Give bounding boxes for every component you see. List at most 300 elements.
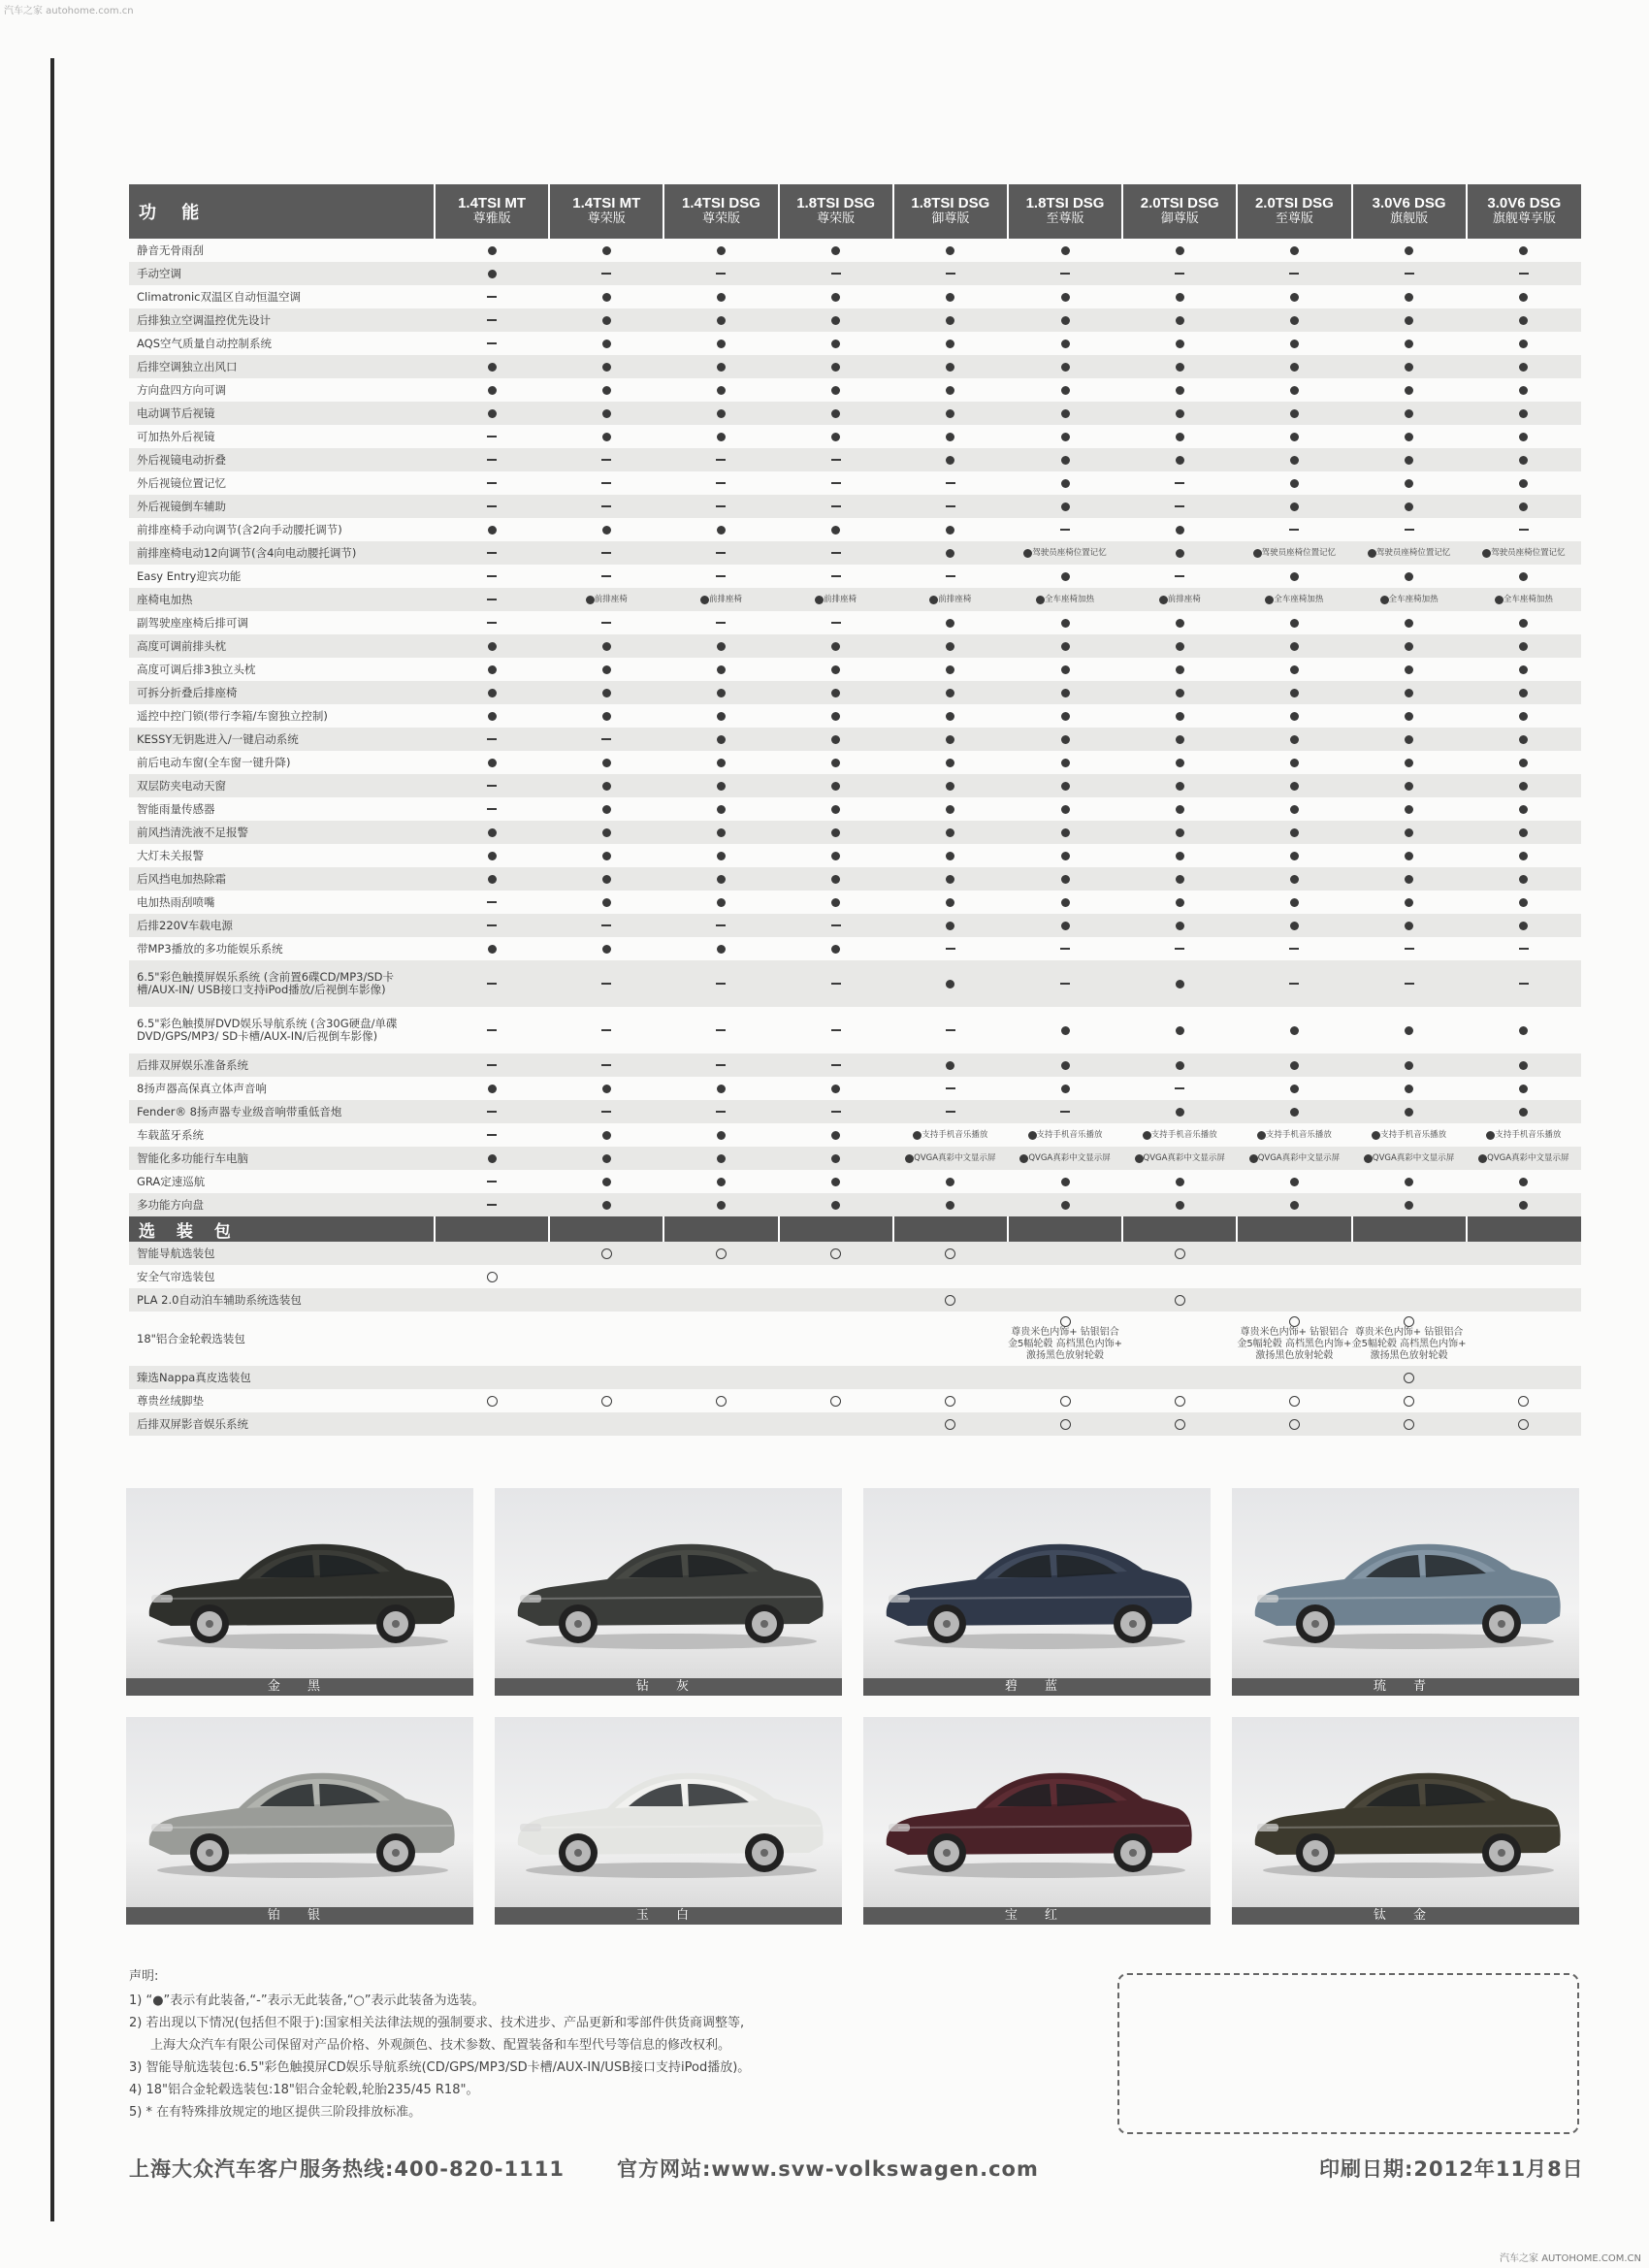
feature-cell [1467,1077,1581,1100]
not-available-dash-icon [831,552,841,554]
feature-cell [1467,495,1581,518]
feature-cell [1008,588,1122,611]
standard-dot-icon [946,665,954,674]
standard-dot-icon [1061,572,1070,581]
standard-dot-icon [946,735,954,744]
car-photo [1232,1488,1579,1678]
standard-dot-icon [1061,805,1070,814]
feature-name: 手动空调 [129,262,435,285]
standard-dot-icon [717,828,726,837]
standard-dot-icon [1364,1154,1373,1163]
feature-note: QVGA真彩中文显示屏 [1257,1153,1341,1163]
standard-dot-icon [831,898,840,907]
feature-name: GRA定速巡航 [129,1170,435,1193]
standard-dot-icon [602,386,611,395]
feature-cell [893,1312,1008,1366]
feature-cell [1122,891,1237,914]
feature-cell [779,378,893,402]
standard-dot-icon [1519,363,1528,372]
feature-cell [663,495,778,518]
feature-cell [893,308,1008,332]
standard-dot-icon [602,316,611,325]
not-available-dash-icon [1519,948,1529,950]
standard-dot-icon [946,549,954,558]
feature-cell [893,658,1008,681]
feature-cell [1237,844,1351,867]
feature-name: 双层防夹电动天窗 [129,774,435,797]
standard-dot-icon [1176,549,1184,558]
feature-cell [893,588,1008,611]
optional-circle-icon [945,1396,955,1407]
not-available-dash-icon [487,436,497,437]
feature-cell [549,1412,663,1436]
feature-cell [435,681,549,704]
feature-cell [663,402,778,425]
feature-cell [663,681,778,704]
feature-cell [893,448,1008,471]
table-row [129,611,1581,634]
feature-cell [893,1170,1008,1193]
feature-cell [1122,588,1237,611]
feature-cell [779,751,893,774]
feature-cell [663,448,778,471]
feature-cell [1122,1312,1237,1366]
feature-cell [1122,285,1237,308]
feature-cell [663,355,778,378]
feature-cell [549,1366,663,1389]
feature-cell [1467,821,1581,844]
feature-cell [1008,1412,1122,1436]
feature-cell [549,891,663,914]
feature-cell [1122,681,1237,704]
feature-cell [1467,1312,1581,1366]
standard-dot-icon [1176,1026,1184,1035]
standard-dot-icon [1290,805,1299,814]
standard-dot-icon [1519,665,1528,674]
feature-cell [779,797,893,821]
feature-cell [435,1193,549,1216]
feature-cell [1467,891,1581,914]
feature-cell [1237,1147,1351,1170]
standard-dot-icon [1405,293,1413,302]
standard-dot-icon [1405,246,1413,255]
standard-dot-icon [1176,782,1184,791]
feature-name: 前风挡清洗液不足报警 [129,821,435,844]
feature-cell [1467,425,1581,448]
feature-name: 外后视镜电动折叠 [129,448,435,471]
standard-dot-icon [717,340,726,348]
standard-dot-icon [1519,1061,1528,1070]
standard-dot-icon [700,596,709,604]
standard-dot-icon [488,1085,497,1093]
feature-cell [1008,308,1122,332]
feature-cell [893,1147,1008,1170]
not-available-dash-icon [716,622,726,624]
standard-dot-icon [831,782,840,791]
standard-dot-icon [1176,805,1184,814]
not-available-dash-icon [831,1029,841,1031]
standard-dot-icon [1290,665,1299,674]
feature-cell [435,1389,549,1412]
standard-dot-icon [1405,456,1413,465]
feature-cell [1467,1265,1581,1288]
standard-dot-icon [1176,689,1184,697]
dealer-stamp-box [1117,1973,1579,2134]
feature-cell [435,285,549,308]
model-engine: 1.8TSI DSG [911,195,990,211]
feature-cell [549,1389,663,1412]
standard-dot-icon [717,1085,726,1093]
sedan-icon [132,1523,468,1659]
standard-dot-icon [1405,665,1413,674]
feature-cell [663,378,778,402]
not-available-dash-icon [1175,505,1184,507]
feature-cell [549,448,663,471]
feature-cell [779,774,893,797]
note-line-3: 3) 智能导航选装包:6.5"彩色触摸屏CD娱乐导航系统(CD/GPS/MP3/SD卡槽/AUX-IN/USB接口支持iPod播放)。 [129,2060,751,2075]
standard-dot-icon [488,945,497,954]
standard-dot-icon [717,945,726,954]
feature-cell [1122,1412,1237,1436]
feature-cell [1008,937,1122,960]
standard-dot-icon [602,293,611,302]
feature-cell [1008,332,1122,355]
model-trim: 御尊版 [1160,211,1199,226]
standard-dot-icon [717,386,726,395]
feature-name: 外后视镜位置记忆 [129,471,435,495]
standard-dot-icon [488,363,497,372]
standard-dot-icon [946,875,954,884]
standard-dot-icon [1290,642,1299,651]
standard-dot-icon [602,409,611,418]
feature-cell [1008,1193,1122,1216]
standard-dot-icon [815,596,824,604]
standard-dot-icon [946,246,954,255]
standard-dot-icon [717,759,726,767]
table-row [129,1123,1581,1147]
feature-name: 可拆分折叠后排座椅 [129,681,435,704]
feature-cell [779,285,893,308]
table-row [129,704,1581,728]
model-header-8 [1237,184,1351,239]
not-available-dash-icon [831,924,841,926]
not-available-dash-icon [487,808,497,810]
standard-dot-icon [1176,246,1184,255]
feature-name: 后排双屏影音娱乐系统 [129,1412,435,1436]
sedan-icon [869,1523,1205,1659]
standard-dot-icon [1253,549,1262,558]
package-header-cell [1122,1216,1237,1242]
standard-dot-icon [1405,922,1413,930]
feature-name: 后风挡电加热除霜 [129,867,435,891]
feature-cell [1237,774,1351,797]
standard-dot-icon [1405,1026,1413,1035]
table-row [129,308,1581,332]
feature-cell [1237,448,1351,471]
feature-cell [1122,914,1237,937]
note-line-2: 2) 若出现以下情况(包括但不限于):国家相关法律法规的强制要求、技术进步、产品更新和零部件供货商调整等, [129,2016,745,2030]
feature-name: 6.5"彩色触摸屏DVD娱乐导航系统 (含30G硬盘/单碟DVD/GPS/MP3/ SD卡槽/AUX-IN/后视倒车影像) [129,1007,435,1053]
feature-note: QVGA真彩中文显示屏 [1028,1153,1111,1163]
feature-cell [779,1366,893,1389]
feature-cell [1122,332,1237,355]
standard-dot-icon [1405,1108,1413,1117]
not-available-dash-icon [716,1111,726,1113]
not-available-dash-icon [601,552,611,554]
standard-dot-icon [717,642,726,651]
feature-note: 驾驶员座椅位置记忆 [1491,548,1566,558]
website-link[interactable]: 官方网站:www.svw-volkswagen.com [617,2157,1039,2181]
optional-circle-icon [1175,1419,1185,1430]
standard-dot-icon [1405,340,1413,348]
feature-cell [1467,658,1581,681]
feature-cell [549,797,663,821]
not-available-dash-icon [601,575,611,577]
standard-dot-icon [946,316,954,325]
feature-cell [435,378,549,402]
feature-name: 遥控中控门锁(带行李箱/车窗独立控制) [129,704,435,728]
standard-dot-icon [1019,1154,1028,1163]
standard-dot-icon [1405,689,1413,697]
feature-cell [1352,262,1467,285]
not-available-dash-icon [487,1181,497,1183]
feature-cell [1352,1412,1467,1436]
standard-dot-icon [946,386,954,395]
feature-cell [1008,1123,1122,1147]
optional-circle-icon [1289,1419,1300,1430]
feature-cell [435,891,549,914]
feature-cell [1467,1242,1581,1265]
feature-cell [1237,332,1351,355]
table-row [129,518,1581,541]
feature-cell [435,1100,549,1123]
standard-dot-icon [1290,479,1299,488]
feature-cell [779,1389,893,1412]
feature-cell [1352,681,1467,704]
sedan-icon [501,1523,836,1659]
feature-cell [1237,1265,1351,1288]
feature-cell [893,797,1008,821]
standard-dot-icon [831,386,840,395]
sedan-icon [501,1752,836,1888]
feature-cell [779,1007,893,1053]
standard-dot-icon [1176,735,1184,744]
feature-cell [549,262,663,285]
standard-dot-icon [602,363,611,372]
table-row [129,844,1581,867]
standard-dot-icon [946,409,954,418]
standard-dot-icon [717,363,726,372]
table-row [129,1077,1581,1100]
color-swatch [863,1717,1211,1930]
feature-cell [779,1077,893,1100]
feature-cell [435,867,549,891]
not-available-dash-icon [946,1087,955,1089]
standard-dot-icon [1519,1085,1528,1093]
feature-cell [1122,960,1237,1007]
standard-dot-icon [1290,1061,1299,1070]
feature-cell [1122,658,1237,681]
feature-cell [549,565,663,588]
feature-cell [1467,937,1581,960]
standard-dot-icon [602,246,611,255]
feature-cell [663,751,778,774]
feature-cell [893,239,1008,262]
standard-dot-icon [1405,712,1413,721]
not-available-dash-icon [601,1064,611,1066]
standard-dot-icon [717,1201,726,1210]
standard-dot-icon [1176,922,1184,930]
table-row [129,1007,1581,1053]
feature-cell [663,239,778,262]
not-available-dash-icon [1060,529,1070,531]
feature-cell [435,960,549,1007]
table-row [129,634,1581,658]
feature-cell [1237,1170,1351,1193]
standard-dot-icon [1061,875,1070,884]
standard-dot-icon [1061,246,1070,255]
feature-cell [1237,891,1351,914]
not-available-dash-icon [1060,1111,1070,1113]
feature-cell [1122,634,1237,658]
feature-cell [779,634,893,658]
feature-name: 高度可调后排3独立头枕 [129,658,435,681]
standard-dot-icon [1519,502,1528,511]
table-row [129,867,1581,891]
not-available-dash-icon [716,575,726,577]
feature-cell [1122,751,1237,774]
standard-dot-icon [1061,665,1070,674]
feature-cell [435,541,549,565]
not-available-dash-icon [487,296,497,298]
feature-cell [779,262,893,285]
feature-cell [549,378,663,402]
standard-dot-icon [602,875,611,884]
feature-cell [1352,751,1467,774]
feature-cell [1237,565,1351,588]
standard-dot-icon [1405,642,1413,651]
feature-cell [893,960,1008,1007]
feature-cell [549,704,663,728]
model-header-6 [1008,184,1122,239]
not-available-dash-icon [601,738,611,740]
feature-cell [779,565,893,588]
feature-note: 驾驶员座椅位置记忆 [1375,548,1451,558]
optional-circle-icon [1518,1419,1529,1430]
feature-cell [663,1170,778,1193]
standard-dot-icon [488,246,497,255]
table-row [129,1412,1581,1436]
feature-cell [1352,658,1467,681]
feature-cell [1122,867,1237,891]
feature-cell [1352,1170,1467,1193]
not-available-dash-icon [831,482,841,484]
standard-dot-icon [1176,1201,1184,1210]
optional-circle-icon [945,1295,955,1306]
standard-dot-icon [602,945,611,954]
feature-cell [1467,1366,1581,1389]
feature-cell [893,402,1008,425]
standard-dot-icon [1061,759,1070,767]
not-available-dash-icon [831,459,841,461]
standard-dot-icon [1061,479,1070,488]
feature-cell [435,1312,549,1366]
feature-name: 智能导航选装包 [129,1242,435,1265]
feature-cell [1467,1193,1581,1216]
standard-dot-icon [1176,386,1184,395]
standard-dot-icon [1176,619,1184,628]
feature-note: 前排座椅 [594,595,628,604]
standard-dot-icon [946,433,954,441]
feature-cell [1008,1288,1122,1312]
not-available-dash-icon [831,273,841,275]
feature-cell [1122,821,1237,844]
standard-dot-icon [831,642,840,651]
feature-cell [1237,1288,1351,1312]
table-row [129,1389,1581,1412]
table-row [129,239,1581,262]
table-row [129,448,1581,471]
standard-dot-icon [831,1201,840,1210]
not-available-dash-icon [487,1111,497,1113]
feature-cell [435,518,549,541]
feature-cell [1352,471,1467,495]
feature-cell [1352,960,1467,1007]
feature-cell [1352,774,1467,797]
not-available-dash-icon [487,622,497,624]
feature-cell [1237,611,1351,634]
standard-dot-icon [1290,246,1299,255]
standard-dot-icon [831,409,840,418]
feature-cell [549,285,663,308]
table-row [129,1288,1581,1312]
model-header-5 [893,184,1008,239]
model-header-2 [549,184,663,239]
standard-dot-icon [831,875,840,884]
feature-cell [549,1312,663,1366]
standard-dot-icon [717,409,726,418]
not-available-dash-icon [716,482,726,484]
standard-dot-icon [1405,572,1413,581]
not-available-dash-icon [1519,529,1529,531]
feature-cell [1122,1053,1237,1077]
feature-cell [663,1366,778,1389]
car-photo [863,1488,1211,1678]
standard-dot-icon [946,340,954,348]
feature-cell [893,1389,1008,1412]
table-row [129,471,1581,495]
feature-cell [1467,308,1581,332]
feature-cell [779,332,893,355]
feature-cell [549,728,663,751]
feature-name: PLA 2.0自动泊车辅助系统选装包 [129,1288,435,1312]
feature-cell [1237,1312,1351,1366]
feature-cell [779,1123,893,1147]
standard-dot-icon [602,759,611,767]
standard-dot-icon [1519,340,1528,348]
model-engine: 1.4TSI DSG [682,195,760,211]
feature-cell [435,308,549,332]
feature-cell [1008,611,1122,634]
feature-cell [1008,355,1122,378]
feature-cell [663,1389,778,1412]
table-row [129,1100,1581,1123]
feature-name: 外后视镜倒车辅助 [129,495,435,518]
standard-dot-icon [1519,712,1528,721]
not-available-dash-icon [946,948,955,950]
feature-cell [1237,471,1351,495]
feature-cell [435,728,549,751]
